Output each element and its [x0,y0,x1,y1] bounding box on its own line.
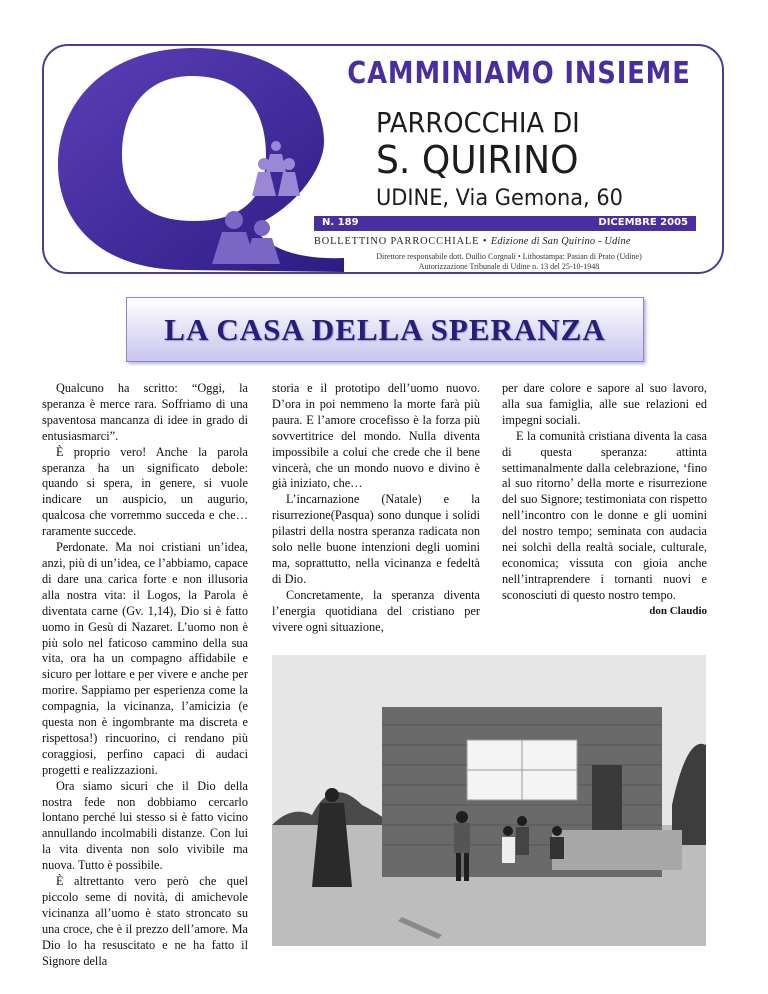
article-column-3 [502,381,707,620]
credits-line-1: Direttore responsabile dott. Duilio Corgnali • Lithostampa: Pasian di Prato (Udine) [376,252,642,261]
issue-bar [314,216,696,231]
credits [314,252,704,272]
issue-number: N. 189 [322,217,359,228]
article-column-1 [42,381,248,970]
paragraph: L’incarnazione (Natale) e la risurrezione(Pasqua) sono dunque i solidi pilastri della nostra speranza radicata non solo nelle buone intenzioni degli uomini ma, soprattutto, nella vicinanza e fedeltà di Dio. [272,492,480,586]
paragraph: Qualcuno ha scritto: “Oggi, la speranza è merce rara. Soffriamo di una spaventosa mancanza di idee in grado di entusiasmarci”. [42,381,248,443]
paragraph: È proprio vero! Anche la parola speranza ha un significato debole: quando si spera, in genere, si vuole indicare un auspicio, un augurio, qualcosa che vorremmo succeda e che…raramente succede. [42,444,248,539]
house-photo [272,655,706,946]
house-photo-drawing [272,655,706,946]
parish-logo-q [44,46,344,272]
paragraph: per dare colore e sapore al suo lavoro, alla sua famiglia, alle sue relazioni ed impegni sociali. [502,381,707,427]
article-column-2 [272,381,480,636]
issue-date: DICEMBRE 2005 [598,217,688,228]
bulletin-subtitle [314,236,704,247]
parish-label: PARROCCHIA DI [376,106,580,139]
paragraph: Perdonate. Ma noi cristiani un’idea, anzi, più di un’idea, ce l’abbiamo, capace di dare una carica forte e non illusoria alla nostra vita: il Logos, la Parola è diventata carne (Gv. 1,14), Dio si è fatto uomo in Gesù di Nazaret. L’uomo non è più solo nel faticoso cammino della sua vita, ora ha un compagno affidabile e sicuro per lottare e per vivere e anche per morire. Sappiamo per esperienza come la compagnia, la vicinanza, l’amicizia (e questa non è ingombrante ma discreta e rispettosa!) rincuorino, ci rendano più coraggiosi, perfino capaci di audaci progetti e realizzazioni. [42,540,248,777]
credits-line-2: Autorizzazione Tribunale di Udine n. 13 del 25-10-1948 [418,262,600,271]
bulletin-separator: • [482,236,488,247]
parish-name: S. QUIRINO [376,138,579,182]
bulletin-label: BOLLETTINO PARROCCHIALE [314,236,480,247]
masthead [42,44,724,274]
headline-box [126,297,644,362]
paragraph: E la comunità cristiana diventa la casa di questa speranza: attinta settimanalmente dalla celebrazione, ‘fino al suo ritorno’ della morte e risurrezione del suo Signore; testimoniata con rispetto nell’incontro con le donne e gli uomini del nostro tempo; seminata con audacia nei solchi della realtà sociale, culturale, economica; vissuta con gioia anche nell’intraprendere i tornanti nuovi e sconosciuti di questo nostro tempo. [502,428,707,602]
parish-address: UDINE, Via Gemona, 60 [376,186,623,211]
paragraph: Concretamente, la speranza diventa l’energia quotidiana del cristiano per vivere ogni situazione, [272,587,480,634]
edition-label: Edizione di San Quirino - Udine [490,236,631,247]
article-headline: LA CASA DELLA SPERANZA [164,312,606,347]
paragraph: È altrettanto vero però che quel piccolo seme di novità, di amichevole vicinanza all’uomo è stato stroncato su una croce, che è il prezzo dell’amore. Ma Dio lo ha resuscitato e ne ha fatto il Signore della [42,874,248,968]
author-signature: don Claudio [649,604,707,617]
bulletin-title: CAMMINIAMO INSIEME [347,56,691,91]
paragraph: Ora siamo sicuri che il Dio della nostra fede non dobbiamo cercarlo lontano perché lui stesso si è fatto vicino annullando incolmabili distanze. Con lui la vita diventa non solo vivibile ma nuova. Tutto è possibile. [42,778,248,873]
paragraph: storia e il prototipo dell’uomo nuovo. D’ora in poi nemmeno la morte farà più paura. E l’amore crocefisso è la forza più sovvertitrice del mondo. Nulla diventa impossibile a colui che crede che il bene vincerà, che un mondo nuovo e divino è già iniziato, che… [272,381,480,491]
